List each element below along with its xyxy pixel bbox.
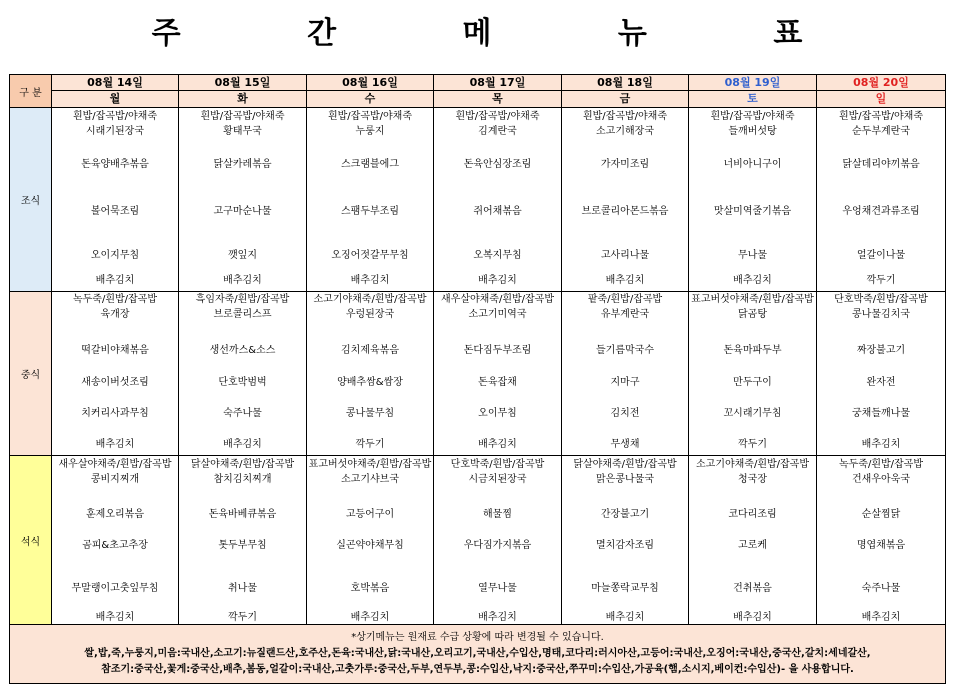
menu-item: 순두부계란국 [852,126,910,137]
menu-item: 배추김치 [478,275,517,286]
day-date: 08월 18일 [562,75,688,91]
footer-origin-line-1: 쌀,밥,죽,누룽지,미음:국내산,소고기:뉴질랜드산,호주산,돈육:국내산,닭:국내산,오리고기,국내산,수입산,명태,코다리:러시아산,고등어:국내산,오징어:국내산,중국산,갈치:세네갈산, [84,648,871,659]
menu-item: 간장불고기 [600,509,650,520]
menu-item: 취나물 [228,583,257,594]
menu-item: 단호박범벅 [218,377,267,388]
menu-item: 실곤약야채무침 [336,540,404,551]
menu-item: 소고기야채죽/흰밥/잡곡밥 [313,294,427,305]
menu-cell [689,108,817,292]
menu-item: 배추김치 [95,275,135,286]
menu-item: 오징어젓갈무무침 [331,250,409,261]
meal-label-breakfast: 조식 [10,108,52,292]
menu-item: 우렁된장국 [345,309,395,320]
menu-item: 표고버섯야채죽/흰밥/잡곡밥 [308,459,432,470]
menu-item: 김계란국 [478,126,517,137]
menu-item: 열무나물 [478,583,517,594]
menu-item: 너비아니구이 [723,159,782,170]
meal-label-dinner: 석식 [10,456,52,625]
menu-item: 김치전 [610,408,640,419]
menu-cell [562,292,689,456]
menu-item: 돈육바베큐볶음 [208,509,277,520]
menu-item: 청국장 [738,474,767,485]
menu-item: 소고기샤브국 [341,474,399,485]
menu-item: 톳두부무침 [218,540,267,551]
day-header-fri [562,75,689,108]
menu-item: 궁채들깨나물 [852,408,910,419]
menu-item: 소고기미역국 [468,309,527,320]
footer-notice [10,625,946,684]
menu-cell [52,108,179,292]
menu-item: 스팸두부조림 [341,206,399,217]
menu-item: 건취볶음 [733,583,772,594]
menu-item: 돈육마파두부 [723,345,782,356]
menu-item: 얼갈이나물 [856,250,906,261]
day-header-tue [179,75,307,108]
menu-item: 양배추쌈&쌈장 [337,377,403,388]
day-header-mon [52,75,179,108]
menu-item: 흰밥/잡곡밥/야채죽 [838,111,924,122]
menu-item: 스크램블에그 [341,159,399,170]
menu-cell [434,108,562,292]
menu-cell [434,292,562,456]
menu-item: 배추김치 [861,612,901,623]
day-date: 08월 20일 [817,75,945,91]
menu-item: 새송이버섯조림 [81,377,149,388]
menu-item: 치커리사과무침 [81,408,149,419]
menu-item: 해물찜 [483,509,512,520]
menu-item: 고사리나물 [600,250,650,261]
header-corner: 구 분 [10,75,52,108]
menu-item: 소고기해장국 [596,126,654,137]
header-row [10,75,946,108]
menu-item: 돈다짐두부조림 [463,345,532,356]
menu-item: 깻잎지 [228,250,257,261]
menu-item: 단호박죽/흰밥/잡곡밥 [450,459,545,470]
menu-item: 쥐어채볶음 [473,206,522,217]
menu-item: 맛살미역줄기볶음 [713,206,792,217]
day-date: 08월 19일 [689,75,816,91]
menu-item: 황태무국 [223,126,262,137]
menu-item: 육개장 [100,309,130,320]
menu-cell [434,456,562,625]
menu-item: 배추김치 [95,612,135,623]
menu-cell [179,292,307,456]
day-date: 08월 17일 [434,75,561,91]
menu-item: 브로콜리스프 [213,309,272,320]
day-weekday: 수 [364,92,376,105]
day-weekday: 목 [492,92,503,105]
menu-item: 흰밥/잡곡밥/야채죽 [455,111,540,122]
menu-item: 건새우아욱국 [852,474,910,485]
day-weekday: 토 [747,92,758,105]
menu-item: 멸치감자조림 [596,540,654,551]
menu-item: 완자전 [866,377,896,388]
menu-item: 소고기야채죽/흰밥/잡곡밥 [696,459,809,470]
menu-item: 볼어묵조림 [90,206,140,217]
menu-item: 닭살데리야끼볶음 [842,159,920,170]
menu-cell [817,456,946,625]
menu-item: 고구마순나물 [213,206,272,217]
day-date: 08월 15일 [179,75,306,91]
menu-item: 코다리조림 [728,509,777,520]
menu-cell [817,292,946,456]
menu-item: 표고버섯야채죽/흰밥/잡곡밥 [691,294,814,305]
footer-row [10,625,946,684]
menu-item: 마늘쫑락교무침 [591,583,659,594]
menu-item: 맑은콩나물국 [596,474,654,485]
menu-item: 흑임자죽/흰밥/잡곡밥 [195,294,290,305]
menu-item: 오이무침 [478,408,517,419]
menu-item: 배추김치 [605,275,645,286]
menu-item: 단호박죽/흰밥/잡곡밥 [834,294,928,305]
menu-item: 흰밥/잡곡밥/야채죽 [710,111,795,122]
menu-item: 시래기된장국 [86,126,144,137]
menu-item: 배추김치 [733,612,772,623]
menu-item: 고로케 [738,540,767,551]
menu-item: 브로콜리아몬드볶음 [581,206,669,217]
menu-item: 콩비지찌개 [90,474,140,485]
menu-item: 고등어구이 [345,509,395,520]
meal-row-lunch [10,292,946,456]
menu-item: 새우살야채죽/흰밥/잡곡밥 [58,459,172,470]
menu-item: 꼬시래기무침 [723,408,782,419]
menu-item: 유부계란국 [600,309,650,320]
menu-item: 시금치된장국 [468,474,527,485]
menu-item: 닭살야채죽/흰밥/잡곡밥 [573,459,677,470]
day-header-sun [817,75,946,108]
menu-item: 배추김치 [350,612,390,623]
menu-item: 흰밥/잡곡밥/야채죽 [72,111,158,122]
menu-item: 깍두기 [866,275,896,286]
menu-item: 흰밥/잡곡밥/야채죽 [582,111,668,122]
menu-item: 지마구 [610,377,640,388]
weekly-menu-table [9,74,946,684]
menu-item: 오이지무침 [90,250,140,261]
menu-item: 닭살카레볶음 [213,159,272,170]
menu-item: 배추김치 [350,275,390,286]
menu-cell [179,108,307,292]
menu-item: 배추김치 [95,439,135,450]
menu-item: 팥죽/흰밥/잡곡밥 [587,294,663,305]
menu-item: 들깨버섯탕 [728,126,777,137]
menu-cell [562,456,689,625]
meal-label-lunch: 중식 [10,292,52,456]
menu-cell [307,292,434,456]
menu-cell [52,292,179,456]
day-date: 08월 14일 [52,75,178,91]
menu-item: 돈육양배추볶음 [81,159,149,170]
menu-item: 깍두기 [355,439,385,450]
menu-item: 떡갈비야채볶음 [81,345,149,356]
menu-item: 배추김치 [861,439,901,450]
menu-item: 배추김치 [478,612,517,623]
day-weekday: 금 [619,92,631,105]
menu-item: 짜장불고기 [856,345,906,356]
menu-item: 배추김치 [478,439,517,450]
menu-item: 콩나물무침 [345,408,395,419]
meal-row-dinner [10,456,946,625]
menu-item: 오복지무침 [473,250,522,261]
menu-cell [689,456,817,625]
menu-item: 새우살야채죽/흰밥/잡곡밥 [441,294,554,305]
menu-item: 생선까스&소스 [209,345,276,356]
menu-item: 들기름막국수 [596,345,654,356]
menu-item: 흰밥/잡곡밥/야채죽 [200,111,285,122]
day-header-wed [307,75,434,108]
menu-item: 녹두죽/흰밥/잡곡밥 [72,294,158,305]
menu-item: 우엉채견과류조림 [842,206,920,217]
menu-item: 닭살야채죽/흰밥/잡곡밥 [190,459,295,470]
menu-item: 깍두기 [228,612,257,623]
menu-item: 김치제육볶음 [341,345,399,356]
menu-item: 무말랭이고춧잎무침 [71,583,159,594]
menu-cell [817,108,946,292]
footer-note: *상기메뉴는 원재료 수급 상황에 따라 변경될 수 있습니다. [351,632,604,643]
menu-item: 배추김치 [223,275,262,286]
menu-item: 콩나물김치국 [852,309,910,320]
menu-item: 배추김치 [605,612,645,623]
menu-item: 곰피&초고추장 [82,540,148,551]
menu-item: 호박볶음 [350,583,390,594]
day-header-sat [689,75,817,108]
footer-origin-line-2: 참조기:중국산,꽃게:중국산,배추,봄동,얼갈이:국내산,고춧가루:중국산,두부,연두부,콩:수입산,낙지:중국산,쭈꾸미:수입산,가공육(햄,소시지,베이컨:수입산)- 을 사용합니다. [101,664,854,675]
menu-item: 배추김치 [733,275,772,286]
menu-item: 만두구이 [733,377,772,388]
menu-item: 깍두기 [738,439,767,450]
menu-item: 참치김치찌개 [213,474,272,485]
day-date: 08월 16일 [307,75,433,91]
day-header-thu [434,75,562,108]
menu-cell [179,456,307,625]
menu-cell [52,456,179,625]
menu-item: 녹두죽/흰밥/잡곡밥 [838,459,924,470]
menu-item: 닭곰탕 [738,309,767,320]
menu-item: 우다짐가지볶음 [463,540,532,551]
menu-cell [307,108,434,292]
menu-item: 숙주나물 [861,583,901,594]
menu-item: 흰밥/잡곡밥/야채죽 [327,111,413,122]
menu-item: 배추김치 [223,439,262,450]
menu-item: 명엽채볶음 [856,540,906,551]
menu-item: 가자미조림 [600,159,650,170]
menu-cell [689,292,817,456]
menu-item: 무생채 [610,439,640,450]
menu-cell [307,456,434,625]
menu-item: 돈육잡채 [478,377,517,388]
menu-item: 누룽지 [355,126,385,137]
meal-row-breakfast [10,108,946,292]
page-title: 주 간 메 뉴 표 [151,16,861,51]
menu-item: 무나물 [738,250,767,261]
day-weekday: 일 [875,92,887,105]
day-weekday: 화 [237,92,248,105]
menu-item: 숙주나물 [223,408,262,419]
menu-cell [562,108,689,292]
day-weekday: 월 [109,92,121,105]
menu-item: 훈제오리볶음 [86,509,144,520]
menu-item: 순살찜닭 [861,509,901,520]
menu-item: 돈육안심장조림 [463,159,532,170]
